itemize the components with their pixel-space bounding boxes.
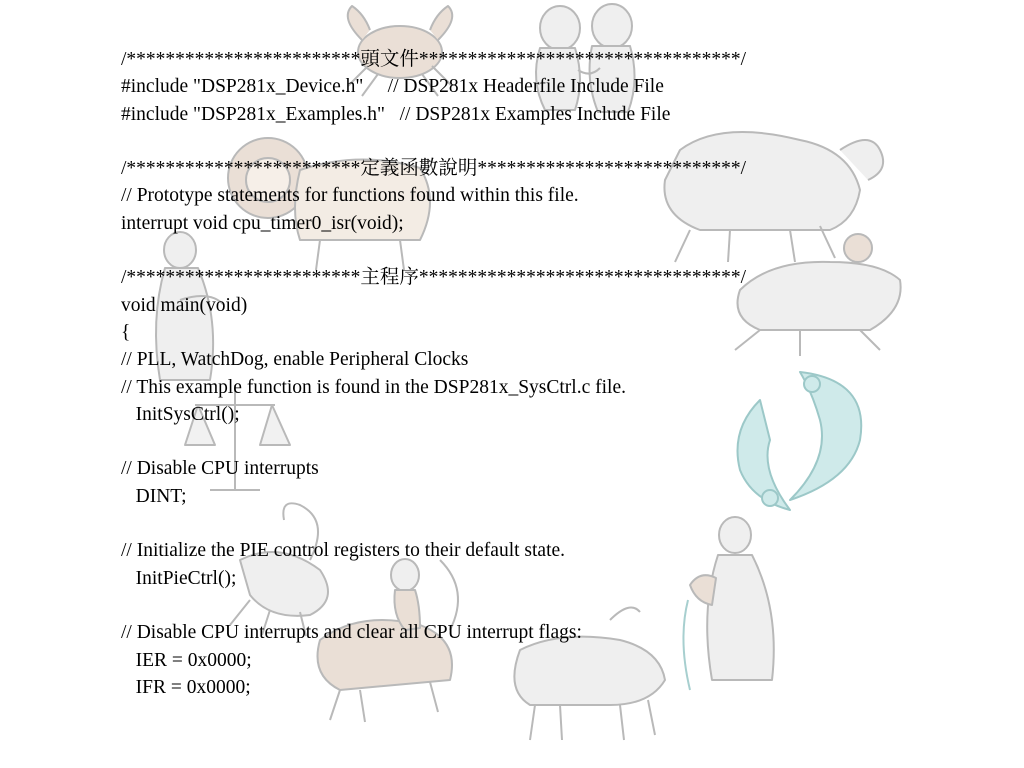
- code-line-isr-prototype: interrupt void cpu_timer0_isr(void);: [121, 212, 404, 234]
- code-line-clear-flags-comment: // Disable CPU interrupts and clear all CPU interrupt flags:: [121, 622, 582, 644]
- code-line-blank: [121, 237, 921, 264]
- code-line-prototype-comment: // Prototype statements for functions found within this file.: [121, 185, 579, 207]
- code-line-sysctrl-comment: // This example function is found in the DSP281x_SysCtrl.c file.: [121, 376, 626, 398]
- code-listing: [121, 46, 921, 701]
- code-line-main-signature: void main(void): [121, 294, 248, 316]
- code-line-blank: [121, 128, 921, 155]
- code-line-open-brace: {: [121, 321, 131, 343]
- code-line-pll-comment: // PLL, WatchDog, enable Peripheral Clocks: [121, 349, 469, 371]
- code-line-include-device: #include "DSP281x_Device.h" // DSP281x Headerfile Include File: [121, 76, 664, 98]
- code-line-blank: [121, 592, 921, 619]
- code-line-header-banner: /************************頭文件*********************************/: [121, 49, 747, 70]
- code-line-blank: [121, 428, 921, 455]
- code-line-main-banner: /************************主程序*********************************/: [121, 267, 747, 289]
- code-line-dint: DINT;: [121, 485, 187, 507]
- code-line-init-sysctrl: InitSysCtrl();: [121, 403, 240, 425]
- code-line-disable-int-comment: // Disable CPU interrupts: [121, 458, 319, 480]
- code-line-init-piectrl: InitPieCtrl();: [121, 567, 237, 589]
- code-line-function-banner: /************************定義函數說明***************************/: [121, 158, 747, 180]
- code-line-ier: IER = 0x0000;: [121, 649, 252, 671]
- code-line-pie-comment: // Initialize the PIE control registers to their default state.: [121, 540, 566, 562]
- code-line-blank: [121, 510, 921, 537]
- code-line-include-examples: #include "DSP281x_Examples.h" // DSP281x Examples Include File: [121, 103, 671, 125]
- code-line-ifr: IFR = 0x0000;: [121, 676, 251, 698]
